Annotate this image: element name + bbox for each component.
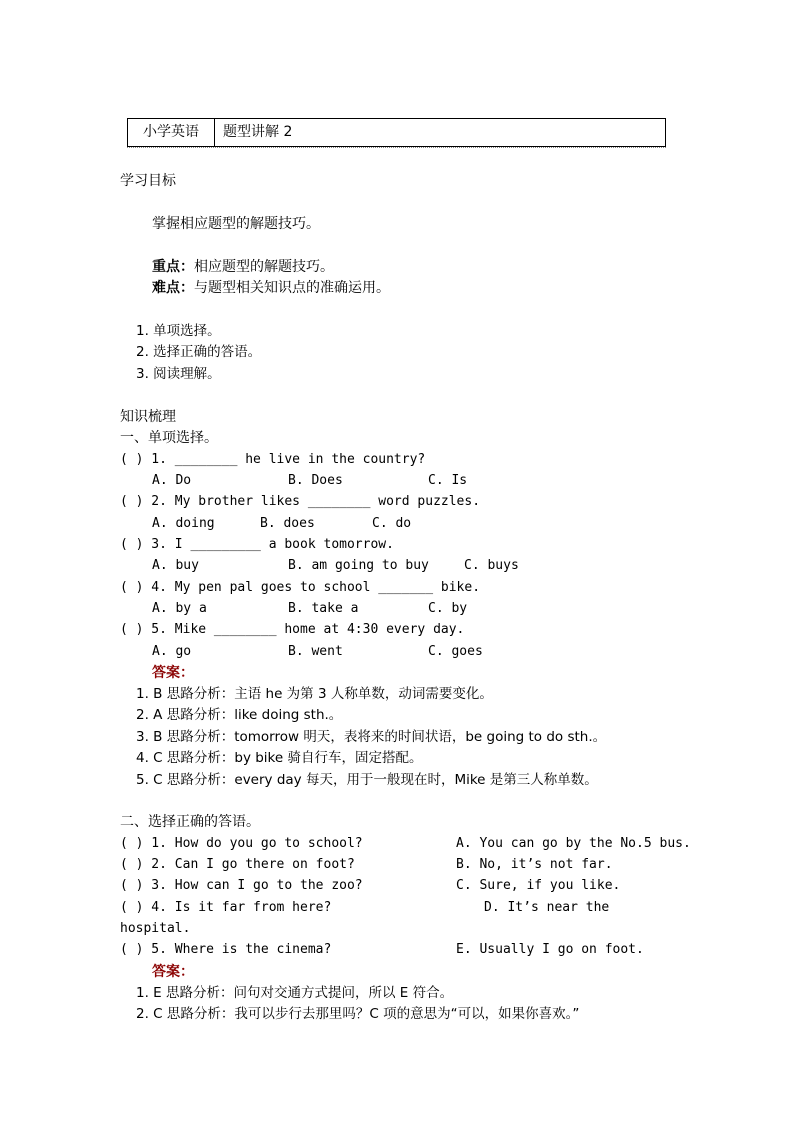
s1-q1-c: C. Is — [428, 473, 468, 488]
objectives-difficulty — [152, 279, 390, 297]
s2-answer-label: 答案： — [152, 964, 194, 980]
s1-q3-a: A. buy — [152, 558, 199, 573]
s2-opt-a: A. You can go by the No.5 bus. — [456, 836, 691, 851]
s1-q1-stem: ( ) 1. ________ he live in the country? — [120, 452, 426, 467]
s1-q3-stem: ( ) 3. I _________ a book tomorrow. — [120, 537, 394, 552]
s2-q3: ( ) 3. How can I go to the zoo? — [120, 878, 363, 893]
s1-q2-c: C. do — [372, 516, 412, 531]
s1-answer-label: 答案： — [152, 665, 194, 681]
s1-q2-a: A. doing — [152, 516, 215, 531]
s2-q1: ( ) 1. How do you go to school? — [120, 836, 363, 851]
difficulty-text: 与题型相关知识点的准确运用。 — [194, 280, 390, 296]
s2-opt-d-wrap: hospital. — [120, 921, 191, 936]
s2-answer: 1. E 思路分析：问句对交通方式提问，所以 E 符合。 — [136, 985, 454, 1001]
s1-q2-b: B. does — [260, 516, 315, 531]
s1-answer: 5. C 思路分析：every day 每天，用于一般现在时，Mike 是第三人称单数。 — [136, 772, 598, 788]
s1-answer: 2. A 思路分析：like doing sth.。 — [136, 707, 343, 723]
s2-opt-c: C. Sure, if you like. — [456, 878, 621, 893]
s1-q5-stem: ( ) 5. Mike ________ home at 4:30 every day. — [120, 622, 465, 637]
header-dotted-rule — [127, 147, 666, 148]
s1-q5-b: B. went — [288, 644, 343, 659]
s1-q5-c: C. goes — [428, 644, 483, 659]
s1-q4-a: A. by a — [152, 601, 207, 616]
s2-q2: ( ) 2. Can I go there on foot? — [120, 857, 355, 872]
objectives-list-item: 1. 单项选择。 — [136, 323, 221, 339]
s1-q5-a: A. go — [152, 644, 192, 659]
knowledge-heading: 知识梳理 — [120, 409, 176, 425]
objectives-heading: 学习目标 — [120, 173, 176, 189]
s1-q3-b: B. am going to buy — [288, 558, 429, 573]
s1-q4-stem: ( ) 4. My pen pal goes to school _______ bike. — [120, 580, 481, 595]
s1-q3-c: C. buys — [464, 558, 519, 573]
s2-q5: ( ) 5. Where is the cinema? — [120, 942, 332, 957]
objectives-list-item: 3. 阅读理解。 — [136, 366, 221, 382]
key-label: 重点： — [152, 259, 194, 275]
s1-answer: 1. B 思路分析：主语 he 为第 3 人称单数，动词需要变化。 — [136, 686, 493, 702]
s1-q4-c: C. by — [428, 601, 468, 616]
section1-heading: 一、单项选择。 — [120, 430, 218, 446]
s1-q2-stem: ( ) 2. My brother likes ________ word puzzles. — [120, 494, 481, 509]
header-subject: 小学英语 — [128, 119, 215, 146]
s1-q1-a: A. Do — [152, 473, 192, 488]
s2-q4: ( ) 4. Is it far from here? — [120, 900, 332, 915]
s1-answer: 4. C 思路分析：by bike 骑自行车，固定搭配。 — [136, 750, 423, 766]
section2-heading: 二、选择正确的答语。 — [120, 814, 260, 830]
s2-opt-d: D. It’s near the — [484, 900, 610, 915]
s1-answer: 3. B 思路分析：tomorrow 明天，表将来的时间状语，be going to do sth.。 — [136, 729, 607, 745]
s1-q4-b: B. take a — [288, 601, 359, 616]
difficulty-label: 难点： — [152, 280, 194, 296]
objectives-goal: 掌握相应题型的解题技巧。 — [152, 216, 320, 232]
s2-opt-b: B. No, it’s not far. — [456, 857, 613, 872]
header-topic: 题型讲解 2 — [223, 124, 293, 140]
objectives-key — [152, 258, 334, 276]
key-text: 相应题型的解题技巧。 — [194, 259, 334, 275]
s2-opt-e: E. Usually I go on foot. — [456, 942, 644, 957]
objectives-list-item: 2. 选择正确的答语。 — [136, 344, 262, 360]
s1-q1-b: B. Does — [288, 473, 343, 488]
s2-answer: 2. C 思路分析：我可以步行去那里吗？C 项的意思为“可以，如果你喜欢。” — [136, 1006, 580, 1022]
header-table — [127, 118, 666, 147]
